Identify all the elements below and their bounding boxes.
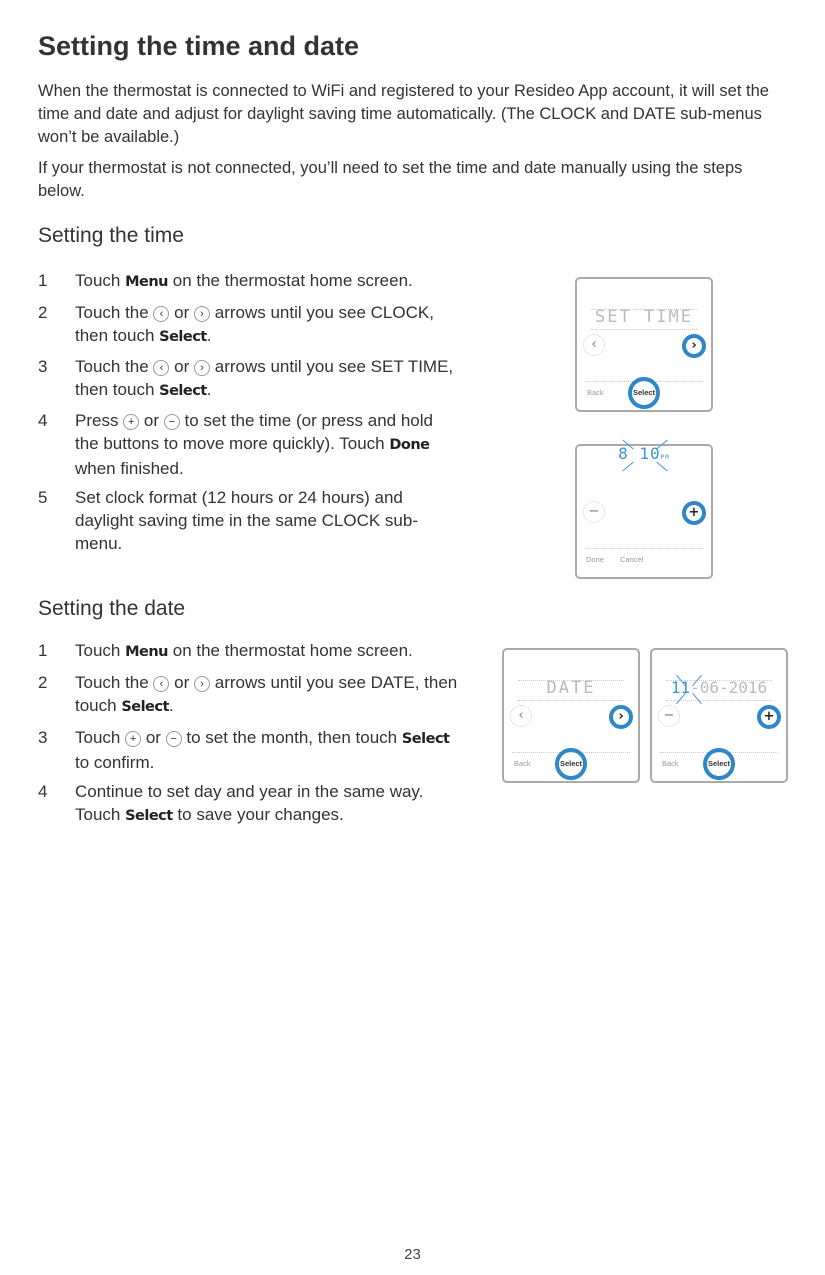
left-arrow-button[interactable]: ‹	[510, 705, 532, 727]
select-button[interactable]: Select	[628, 377, 660, 409]
section-heading-date: Setting the date	[38, 597, 186, 620]
date-display: 11-06-2016	[670, 678, 768, 697]
step-number: 1	[38, 271, 48, 290]
time-step-5: 5 Set clock format (12 hours or 24 hours) and daylight saving time in the same CLOCK sub-menu.	[38, 488, 418, 553]
lcd-display: DATE	[546, 678, 596, 698]
thermostat-screen-date-adjust	[650, 648, 788, 783]
date-step-4: 4 Continue to set day and year in the same way. Touch Select to save your changes.	[38, 782, 424, 824]
right-arrow-icon: ›	[194, 360, 210, 376]
step-number: 4	[38, 782, 48, 801]
back-button[interactable]: Back	[662, 759, 679, 768]
step-number: 3	[38, 728, 48, 747]
time-step-2: 2 Touch the ‹ or › arrows until you see CLOCK, then touch Select.	[38, 303, 434, 345]
left-arrow-icon: ‹	[153, 360, 169, 376]
step-number: 3	[38, 357, 48, 376]
plus-button[interactable]: +	[757, 705, 781, 729]
left-arrow-button[interactable]: ‹	[583, 334, 605, 356]
page-number: 23	[404, 1246, 421, 1263]
plus-button[interactable]: +	[682, 501, 706, 525]
date-step-3: 3 Touch + or − to set the month, then touch Select to confirm.	[38, 728, 450, 772]
intro-paragraph-2: If your thermostat is not connected, you’ll need to set the time and date manually using the steps below.	[38, 159, 743, 200]
left-arrow-icon: ‹	[153, 306, 169, 322]
step-number: 4	[38, 411, 48, 430]
page-title: Setting the time and date	[38, 31, 360, 61]
back-button[interactable]: Back	[587, 388, 604, 397]
right-arrow-icon: ›	[194, 306, 210, 322]
time-step-3: 3 Touch the ‹ or › arrows until you see SET TIME, then touch Select.	[38, 357, 454, 399]
done-button[interactable]: Done	[586, 555, 604, 564]
select-button[interactable]: Select	[555, 748, 587, 780]
minus-icon: −	[166, 731, 182, 747]
plus-icon: +	[125, 731, 141, 747]
section-heading-time: Setting the time	[38, 224, 184, 247]
intro-paragraph: When the thermostat is connected to WiFi and registered to your Resideo App account, it will set the time and date and adjust for daylight saving time automatically. (The CLOCK and DATE sub-menus won’t be available.)	[38, 82, 769, 146]
right-arrow-icon: ›	[194, 676, 210, 692]
thermostat-screen-time-adjust	[575, 444, 713, 579]
minus-button[interactable]: −	[658, 705, 680, 727]
minus-icon: −	[164, 414, 180, 430]
step-number: 1	[38, 641, 48, 660]
time-display: 8 10PM	[618, 444, 670, 463]
minus-button[interactable]: −	[583, 501, 605, 523]
thermostat-screen-set-time	[575, 277, 713, 412]
step-number: 2	[38, 673, 48, 692]
date-step-2: 2 Touch the ‹ or › arrows until you see DATE, then touch Select.	[38, 673, 458, 715]
back-button[interactable]: Back	[514, 759, 531, 768]
date-step-1: 1 Touch Menu on the thermostat home screen.	[38, 641, 413, 660]
time-step-1: 1 Touch Menu on the thermostat home screen.	[38, 271, 413, 290]
time-step-4: 4 Press + or − to set the time (or press and hold the buttons to move more quickly). Touch Done when finished.	[38, 411, 433, 478]
select-button[interactable]: Select	[703, 748, 735, 780]
left-arrow-icon: ‹	[153, 676, 169, 692]
right-arrow-button[interactable]: ›	[682, 334, 706, 358]
cancel-button[interactable]: Cancel	[620, 555, 644, 564]
lcd-display: SET TIME	[595, 307, 693, 327]
plus-icon: +	[123, 414, 139, 430]
right-arrow-button[interactable]: ›	[609, 705, 633, 729]
step-number: 5	[38, 488, 48, 507]
thermostat-screen-date	[502, 648, 640, 783]
step-number: 2	[38, 303, 48, 322]
